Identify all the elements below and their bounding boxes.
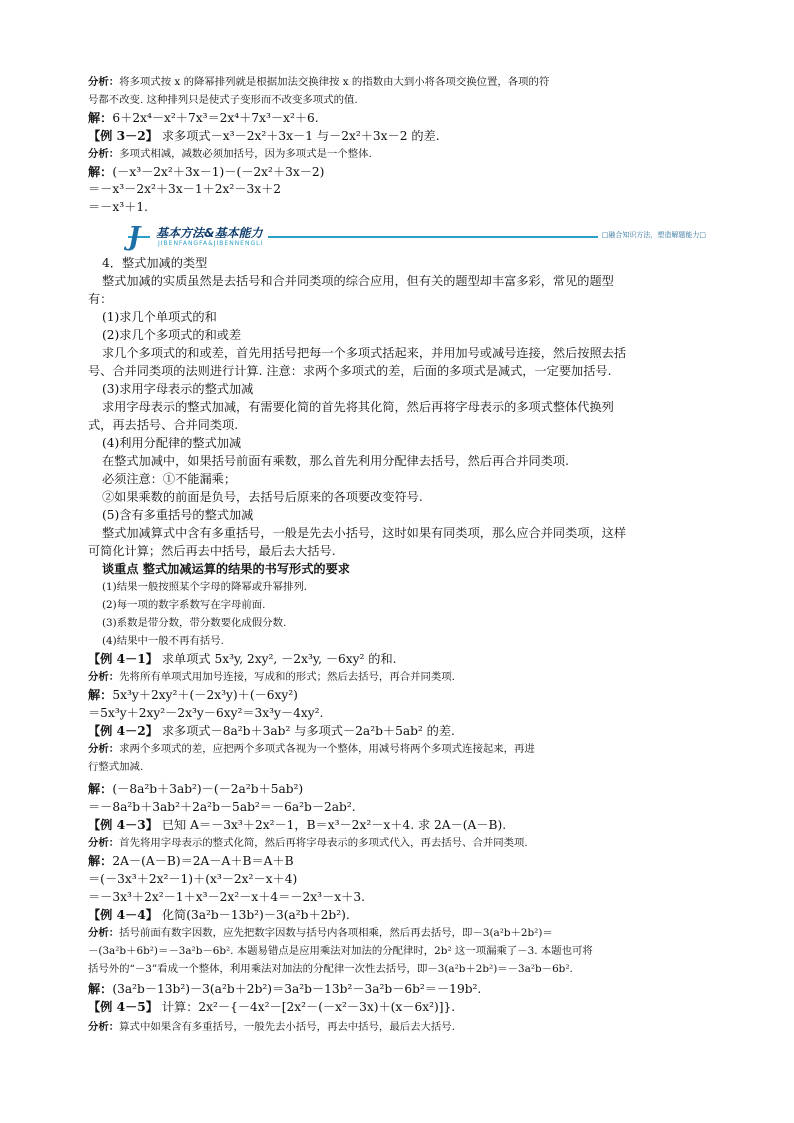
analysis-line: 分析：算式中如果含有多重括号，一般先去小括号，再去中括号，最后去大括号.	[88, 1021, 455, 1033]
text-line: 必须注意：①不能漏乘；	[102, 472, 237, 486]
banner-title: 基本方法&基本能力	[150, 226, 268, 240]
example-heading: 【例 4－4】 化简(3a²b－13b²)－3(a²b＋2b²).	[88, 908, 350, 922]
solution-line: 解：6＋2x⁴－x²＋7x³＝2x⁴＋7x³－x²＋6.	[88, 111, 319, 125]
analysis-line: 分析：括号前面有数字因数，应先把数字因数与括号内各项相乘，然后再去括号，即－3(a²b＋2b²)＝	[88, 927, 553, 939]
subheading: (2)求几个多项式的和或差	[102, 328, 242, 342]
example-heading: 【例 4－1】 求单项式 5x³y, 2xy², －2x³y, －6xy² 的和.	[88, 652, 397, 666]
text-line: 号、合并同类项的法则进行计算. 注意：求两个多项式的差，后面的多项式是减式，一定要加括号.	[88, 364, 612, 378]
section-banner	[128, 222, 710, 252]
text-line: 整式加减算式中含有多重括号，一般是先去小括号，这时如果有同类项，那么应合并同类项，这样	[102, 526, 627, 540]
list-item: (3)系数是带分数，带分数要化成假分数.	[102, 617, 287, 629]
solution-line: 解：2A－(A－B)＝2A－A＋B＝A＋B	[88, 854, 294, 868]
example-heading: 【例 4－2】 求多项式－8a²b＋3ab² 与多项式－2a²b＋5ab² 的差.	[88, 724, 455, 738]
text-line: 求用字母表示的整式加减，有需要化简的首先将其化简，然后再将字母表示的多项式整体代换列	[102, 400, 614, 414]
subheading: (1)求几个单项式的和	[102, 310, 217, 324]
analysis-line: 号都不改变. 这种排列只是使式子变形而不改变多项式的值.	[88, 94, 358, 106]
subheading: (4)利用分配律的整式加减	[102, 436, 242, 450]
banner-letter: J	[128, 222, 141, 252]
analysis-line: 分析：先将所有单项式用加号连接，写成和的形式；然后去括号，再合并同类项.	[88, 671, 455, 683]
list-item: (4)结果中一般不再有括号.	[102, 635, 224, 647]
subheading: (5)含有多重括号的整式加减	[102, 508, 254, 522]
banner-note: □融合知识方法，塑造解题能力□	[598, 230, 710, 240]
text-line: 求几个多项式的和或差，首先用括号把每一个多项式括起来，并用加号或减号连接，然后按照去括	[102, 346, 627, 360]
key-point-heading: 谈重点 整式加减运算的结果的书写形式的要求	[102, 562, 350, 576]
solution-line: 解：(－8a²b＋3ab²)－(－2a²b＋5ab²)	[88, 782, 304, 796]
example-heading: 【例 4－5】 计算：2x²－{－4x²－[2x²－(－x²－3x)＋(x－6x²)]}.	[88, 1000, 456, 1014]
banner-subtitle: JIBENFANGFA&JIBENNENGLI	[158, 240, 264, 247]
subheading: (3)求用字母表示的整式加减	[102, 382, 254, 396]
solution-line: ＝－8a²b＋3ab²＋2a²b－5ab²＝－6a²b－2ab².	[88, 800, 356, 814]
text-line: 在整式加减中，如果括号前面有乘数，那么首先利用分配律去括号，然后再合并同类项.	[102, 454, 569, 468]
list-item: (2)每一项的数字系数写在字母前面.	[102, 599, 266, 611]
solution-line: ＝－3x³＋2x²－1＋x³－2x²－x＋4＝－2x³－x＋3.	[88, 890, 365, 904]
text-line: 可简化计算；然后再去中括号，最后去大括号.	[88, 544, 336, 558]
text-line: 整式加减的实质虽然是去括号和合并同类项的综合应用，但有关的题型却丰富多彩，常见的题型	[102, 274, 614, 288]
analysis-line: 行整式加减.	[88, 761, 144, 773]
analysis-line: 分析：首先将用字母表示的整式化简，然后再将字母表示的多项式代入，再去括号、合并同类项.	[88, 837, 528, 849]
analysis-line: 分析：将多项式按 x 的降幂排列就是根据加法交换律按 x 的指数由大到小将各项交换位置，各项的符	[88, 76, 550, 88]
analysis-line: 分析：多项式相减，减数必须加括号，因为多项式是一个整体.	[88, 148, 372, 160]
solution-line: 解：(3a²b－13b²)－3(a²b＋2b²)＝3a²b－13b²－3a²b－6b²＝－19b².	[88, 982, 482, 996]
text-line: ②如果乘数的前面是负号，去括号后原来的各项要改变符号.	[102, 490, 423, 504]
solution-line: ＝(－3x³＋2x²－1)＋(x³－2x²－x＋4)	[88, 872, 298, 886]
analysis-line: －(3a²b＋6b²)＝－3a²b－6b². 本题易错点是应用乘法对加法的分配律时，2b² 这一项漏乘了－3. 本题也可将	[88, 945, 593, 957]
example-heading: 【例 3－2】 求多项式－x³－2x²＋3x－1 与－2x²＋3x－2 的差.	[88, 129, 440, 143]
solution-line: ＝5x³y＋2xy²－2x³y－6xy²＝3x³y－4xy².	[88, 706, 324, 720]
analysis-line: 分析：求两个多项式的差，应把两个多项式各视为一个整体，用减号将两个多项式连接起来，再进	[88, 743, 535, 755]
text-line: 式，再去括号、合并同类项.	[88, 418, 239, 432]
solution-line: 解：5x³y＋2xy²＋(－2x³y)＋(－6xy²)	[88, 688, 298, 702]
solution-line: ＝－x³－2x²＋3x－1＋2x²－3x＋2	[88, 182, 282, 196]
text-line: 有：	[88, 292, 113, 306]
analysis-line: 括号外的“－3”看成一个整体，利用乘法对加法的分配律一次性去括号，即－3(a²b＋2b²)＝－3a²b－6b².	[88, 963, 573, 975]
section-heading: 4．整式加减的类型	[102, 256, 208, 270]
solution-line: ＝－x³＋1.	[88, 200, 148, 214]
list-item: (1)结果一般按照某个字母的降幂或升幂排列.	[102, 581, 308, 593]
solution-line: 解：(－x³－2x²＋3x－1)－(－2x²＋3x－2)	[88, 165, 325, 179]
example-heading: 【例 4－3】 已知 A＝－3x³＋2x²－1，B＝x³－2x²－x＋4. 求 2A－(A－B).	[88, 818, 507, 832]
